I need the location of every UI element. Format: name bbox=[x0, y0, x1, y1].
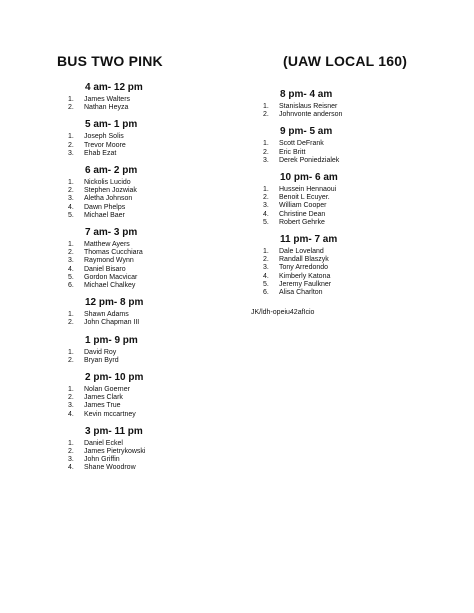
list-item bbox=[263, 256, 463, 264]
list-number: 2. bbox=[68, 394, 74, 402]
person-name: Kimberly Katona bbox=[279, 272, 331, 280]
list-item bbox=[68, 187, 268, 195]
list-item bbox=[263, 273, 463, 281]
list-number: 1. bbox=[68, 386, 74, 394]
list-item bbox=[68, 142, 268, 150]
person-name: Ehab Ezat bbox=[84, 149, 117, 157]
list-number: 2. bbox=[68, 319, 74, 327]
shift-group bbox=[68, 226, 268, 290]
shift-group bbox=[68, 334, 268, 365]
list-number: 3. bbox=[68, 402, 74, 410]
union-title: (UAW LOCAL 160) bbox=[283, 53, 408, 69]
person-name: Randall Blaszyk bbox=[279, 256, 329, 264]
list-item bbox=[68, 133, 268, 141]
person-name: Dale Loveland bbox=[279, 248, 324, 256]
list-number: 1. bbox=[263, 186, 269, 194]
list-item bbox=[68, 440, 268, 448]
shift-heading: 5 am- 1 pm bbox=[85, 119, 138, 131]
list-number: 4. bbox=[68, 464, 74, 472]
list-item bbox=[68, 104, 268, 112]
list-number: 2. bbox=[68, 104, 74, 112]
list-item bbox=[263, 111, 463, 119]
list-item bbox=[68, 274, 268, 282]
list-item bbox=[263, 103, 463, 111]
list-number: 3. bbox=[263, 156, 269, 164]
list-number: 2. bbox=[68, 187, 74, 195]
shift-group bbox=[263, 88, 463, 119]
list-number: 4. bbox=[263, 210, 269, 218]
shift-heading: 11 pm- 7 am bbox=[280, 234, 338, 246]
list-number: 5. bbox=[68, 211, 74, 219]
list-number: 2. bbox=[263, 148, 269, 156]
list-item bbox=[263, 186, 463, 194]
list-number: 1. bbox=[68, 96, 74, 103]
list-number: 1. bbox=[263, 103, 269, 110]
list-number: 3. bbox=[68, 456, 74, 464]
list-number: 3. bbox=[68, 149, 74, 157]
person-name: Raymond Wynn bbox=[84, 257, 134, 265]
list-item bbox=[68, 204, 268, 212]
list-item bbox=[68, 257, 268, 265]
shift-heading: 10 pm- 6 am bbox=[280, 172, 338, 184]
shift-heading: 2 pm- 10 pm bbox=[85, 372, 144, 384]
person-name: James Walters bbox=[84, 96, 131, 103]
list-number: 1. bbox=[263, 248, 269, 256]
list-number: 2. bbox=[68, 448, 74, 456]
left-shift-column bbox=[68, 81, 268, 479]
list-number: 5. bbox=[263, 218, 269, 226]
list-number: 5. bbox=[68, 273, 74, 281]
person-name: David Roy bbox=[84, 348, 117, 356]
list-item bbox=[68, 349, 268, 357]
list-item bbox=[263, 157, 463, 165]
list-item bbox=[68, 195, 268, 203]
list-number: 1. bbox=[68, 439, 74, 447]
person-name: Trevor Moore bbox=[84, 141, 126, 149]
list-item bbox=[263, 264, 463, 272]
shift-group bbox=[263, 171, 463, 227]
list-number: 1. bbox=[68, 311, 74, 319]
shift-heading: 7 am- 3 pm bbox=[85, 227, 138, 239]
list-item bbox=[263, 149, 463, 157]
person-name: Aletha Johnson bbox=[84, 195, 133, 203]
person-name: Shawn Adams bbox=[84, 311, 129, 319]
shift-group bbox=[68, 296, 268, 327]
list-number: 3. bbox=[68, 257, 74, 265]
list-number: 1. bbox=[68, 133, 74, 141]
list-number: 2. bbox=[263, 194, 269, 202]
person-name: Hussein Hennaoui bbox=[279, 186, 337, 194]
list-item bbox=[263, 211, 463, 219]
list-item bbox=[68, 402, 268, 410]
list-number: 6. bbox=[263, 289, 269, 297]
person-name: John Chapman III bbox=[84, 319, 140, 327]
person-name: Stanislaus Reisner bbox=[279, 103, 338, 110]
shift-group bbox=[68, 81, 268, 112]
list-item bbox=[263, 194, 463, 202]
person-name: Nickolis Lucido bbox=[84, 179, 131, 187]
list-item bbox=[68, 241, 268, 249]
list-item bbox=[263, 289, 463, 297]
list-item bbox=[68, 179, 268, 187]
shift-group bbox=[68, 371, 268, 419]
list-number: 6. bbox=[68, 282, 74, 290]
bus-title: BUS TWO PINK bbox=[57, 53, 163, 69]
person-name: Matthew Ayers bbox=[84, 241, 130, 249]
person-name: Scott DeFrank bbox=[279, 140, 324, 148]
shift-heading: 1 pm- 9 pm bbox=[85, 334, 138, 346]
list-number: 2. bbox=[263, 256, 269, 264]
person-name: Dawn Phelps bbox=[84, 203, 126, 211]
list-number: 2. bbox=[263, 111, 269, 119]
person-name: Nolan Goerner bbox=[84, 386, 130, 394]
person-name: Eric Britt bbox=[279, 148, 306, 156]
person-name: Daniel Bisaro bbox=[84, 265, 126, 273]
shift-heading: 9 pm- 5 am bbox=[280, 126, 333, 138]
person-name: Michael Chalkey bbox=[84, 282, 136, 290]
list-number: 3. bbox=[68, 195, 74, 203]
shift-group bbox=[68, 425, 268, 473]
person-name: Thomas Cucchiara bbox=[84, 249, 143, 257]
person-name: Shane Woodrow bbox=[84, 464, 136, 472]
person-name: John Griffin bbox=[84, 456, 120, 464]
person-name: Derek Poniedzialek bbox=[279, 156, 340, 164]
person-name: Christine Dean bbox=[279, 210, 326, 218]
shift-group bbox=[68, 118, 268, 158]
person-name: Kevin mccartney bbox=[84, 410, 136, 418]
person-name: Michael Baer bbox=[84, 211, 125, 219]
list-item bbox=[68, 448, 268, 456]
list-item bbox=[68, 311, 268, 319]
list-number: 4. bbox=[68, 203, 74, 211]
list-number: 3. bbox=[263, 202, 269, 210]
shift-group bbox=[68, 164, 268, 220]
list-number: 3. bbox=[263, 264, 269, 272]
list-number: 1. bbox=[263, 140, 269, 148]
person-name: Jeremy Faulkner bbox=[279, 280, 332, 288]
list-item bbox=[68, 96, 268, 104]
shift-heading: 6 am- 2 pm bbox=[85, 165, 138, 177]
list-number: 4. bbox=[68, 265, 74, 273]
shift-heading: 3 pm- 11 pm bbox=[85, 425, 143, 437]
list-item bbox=[263, 248, 463, 256]
list-item bbox=[68, 249, 268, 257]
list-number: 2. bbox=[68, 356, 74, 364]
person-name: Johnvonte anderson bbox=[279, 111, 343, 119]
list-number: 4. bbox=[68, 410, 74, 418]
shift-group bbox=[263, 125, 463, 165]
footnote: JK/ldh-opeiu42afIcio bbox=[251, 309, 315, 317]
person-name: Joseph Solis bbox=[84, 133, 124, 141]
right-shift-column bbox=[251, 88, 463, 317]
person-name: Nathan Heyza bbox=[84, 104, 129, 112]
list-item bbox=[68, 386, 268, 394]
list-item bbox=[68, 282, 268, 290]
person-name: Gordon Macvicar bbox=[84, 273, 138, 281]
shift-heading: 4 am- 12 pm bbox=[85, 82, 143, 93]
list-number: 4. bbox=[263, 272, 269, 280]
person-name: Bryan Byrd bbox=[84, 356, 119, 364]
list-item bbox=[263, 202, 463, 210]
list-number: 1. bbox=[68, 348, 74, 356]
person-name: Alisa Charlton bbox=[279, 289, 323, 297]
list-item bbox=[68, 357, 268, 365]
shift-heading: 12 pm- 8 pm bbox=[85, 297, 144, 309]
list-number: 1. bbox=[68, 241, 74, 249]
list-item bbox=[68, 411, 268, 419]
list-item bbox=[68, 150, 268, 158]
list-number: 2. bbox=[68, 249, 74, 257]
list-item bbox=[68, 394, 268, 402]
person-name: Robert Gehrke bbox=[279, 218, 325, 226]
shift-group bbox=[263, 233, 463, 297]
person-name: William Cooper bbox=[279, 202, 327, 210]
person-name: Stephen Jozwiak bbox=[84, 187, 137, 195]
list-number: 5. bbox=[263, 280, 269, 288]
person-name: James True bbox=[84, 402, 121, 410]
list-item bbox=[68, 319, 268, 327]
person-name: Tony Arredondo bbox=[279, 264, 329, 272]
shift-heading: 8 pm- 4 am bbox=[280, 89, 333, 100]
list-item bbox=[68, 464, 268, 472]
list-item bbox=[68, 456, 268, 464]
person-name: James Clark bbox=[84, 394, 123, 402]
person-name: Daniel Eckel bbox=[84, 439, 123, 447]
list-number: 2. bbox=[68, 141, 74, 149]
list-item bbox=[68, 212, 268, 220]
list-item bbox=[263, 140, 463, 148]
list-number: 1. bbox=[68, 179, 74, 187]
list-item bbox=[263, 219, 463, 227]
person-name: Benoit L Ecuyer. bbox=[279, 194, 330, 202]
person-name: James Pietrykowski bbox=[84, 448, 146, 456]
list-item bbox=[263, 281, 463, 289]
list-item bbox=[68, 266, 268, 274]
